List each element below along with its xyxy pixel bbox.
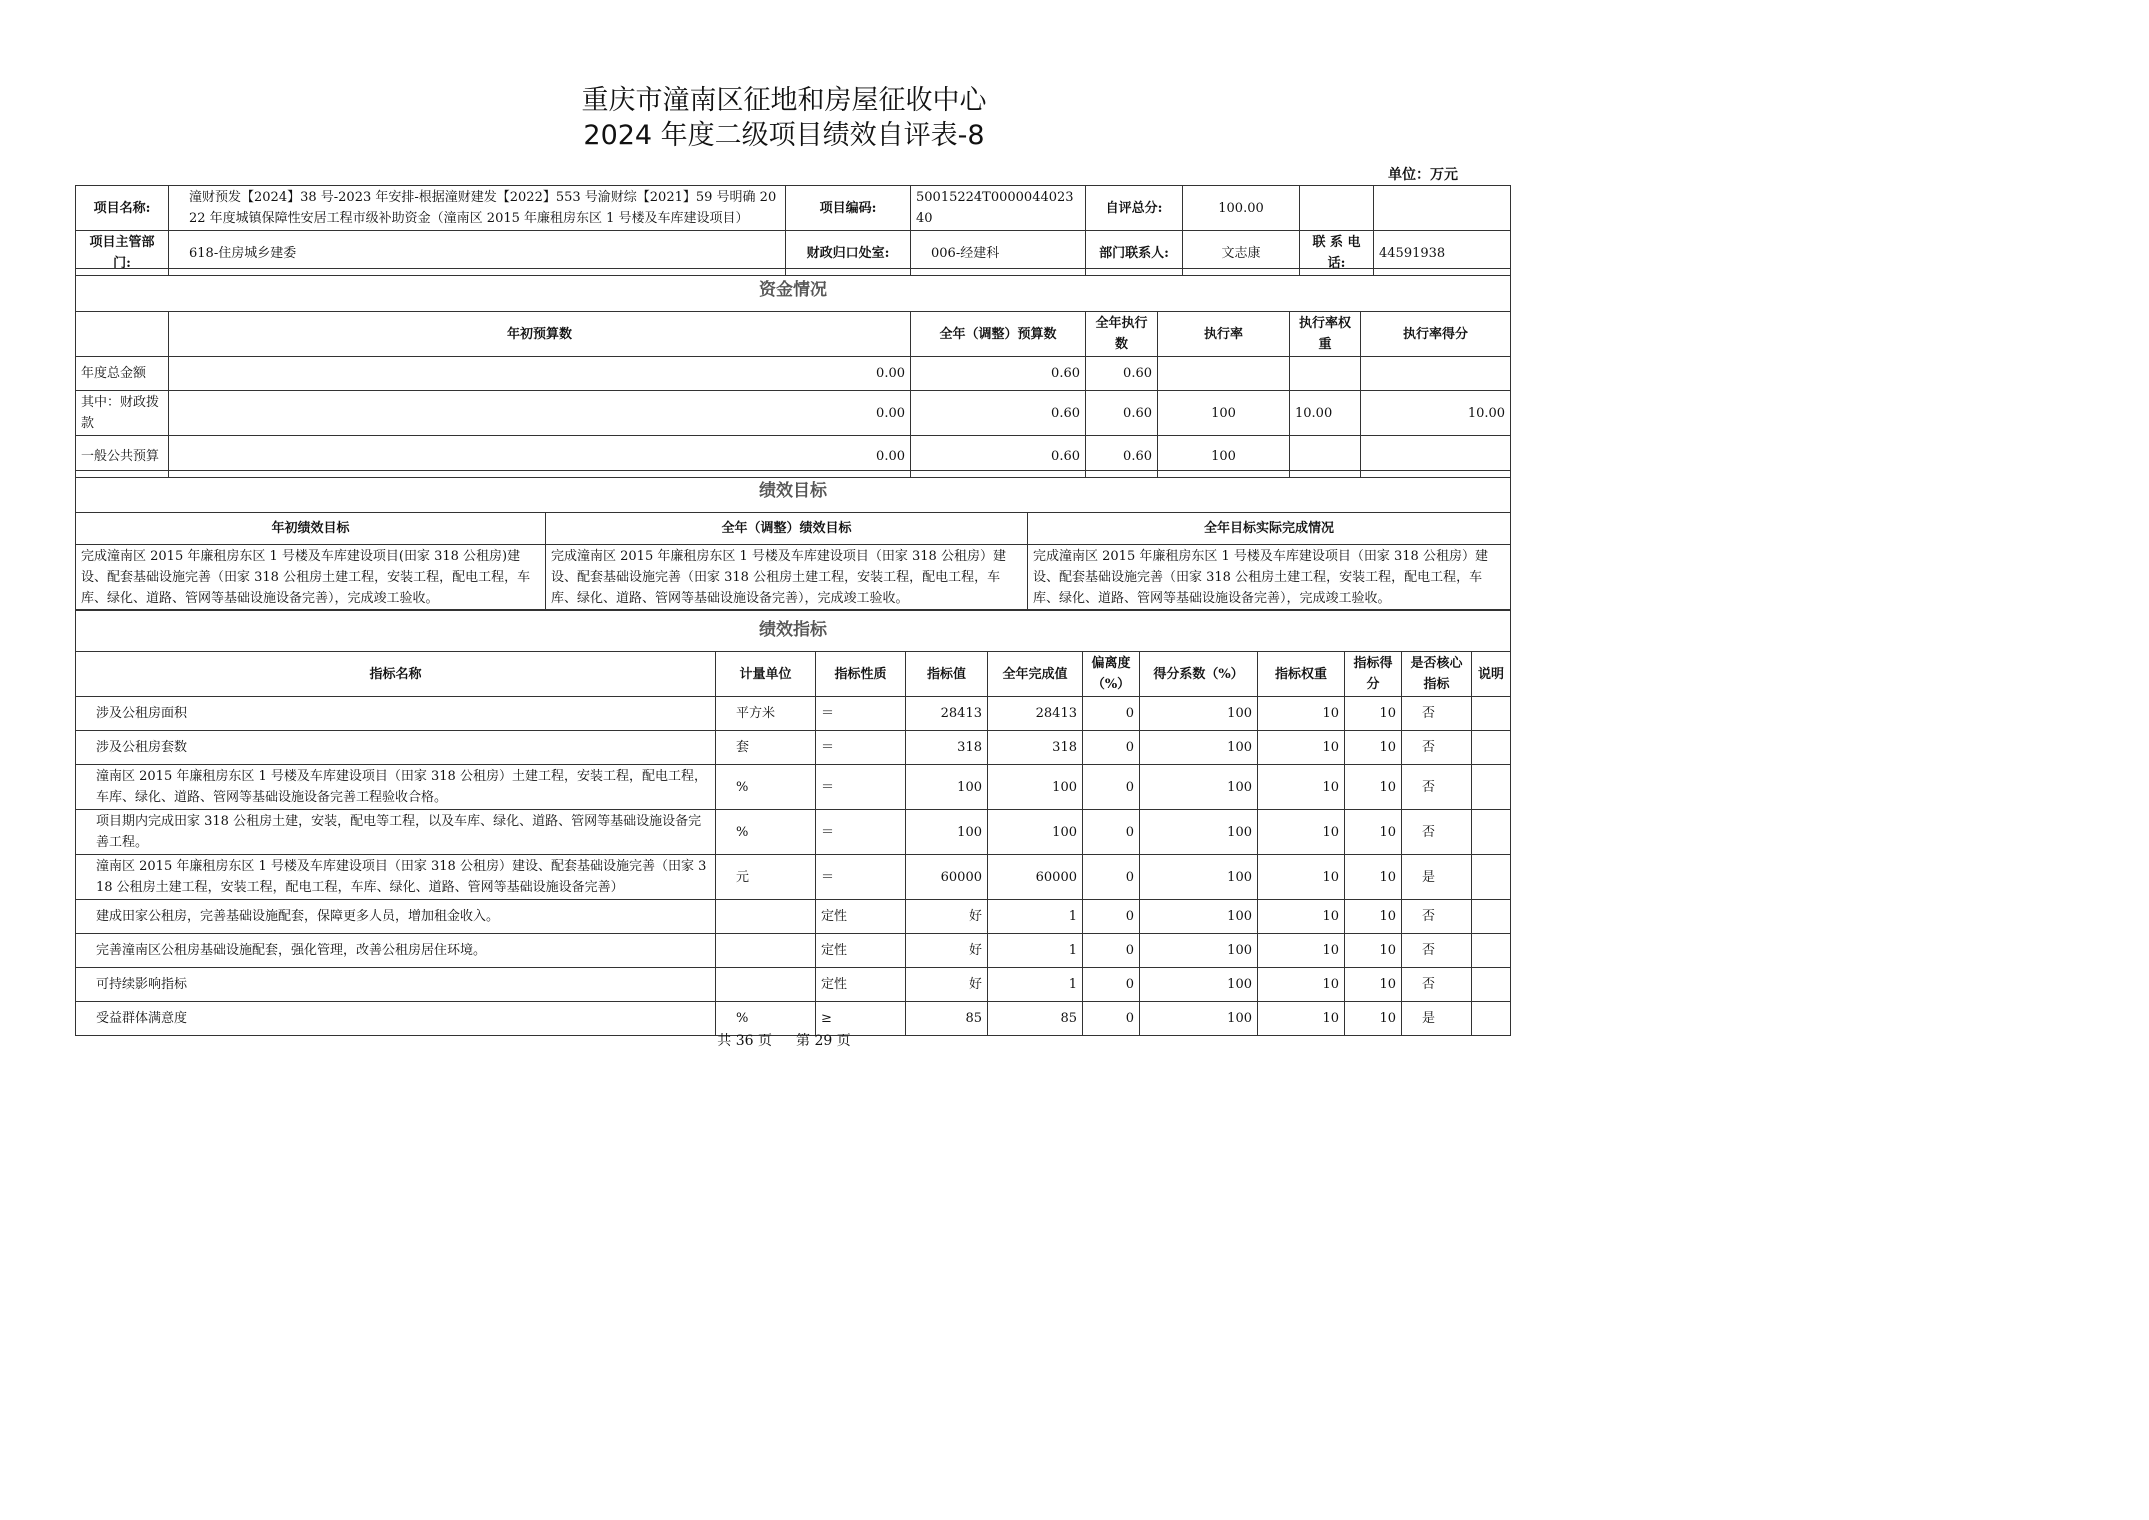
ind-weight: 10 (1258, 697, 1345, 731)
ind-note (1472, 810, 1511, 855)
ind-header-unit: 计量单位 (716, 652, 816, 697)
funds-executed: 0.60 (1086, 357, 1158, 391)
ind-name: 涉及公租房面积 (76, 697, 716, 731)
ind-weight: 10 (1258, 1002, 1345, 1036)
funds-header-rate: 执行率 (1158, 312, 1290, 357)
funds-row-label: 一般公共预算 (76, 436, 169, 478)
ind-unit: 平方米 (716, 697, 816, 731)
ind-unit: % (716, 765, 816, 810)
funds-score (1361, 357, 1511, 391)
project-name-value: 潼财预发【2024】38 号-2023 年安排-根据潼财建发【2022】553 号渝财综【2021】59 号明确 2022 年度城镇保障性安居工程市级补助资金（潼南区 2015 年廉租房东区 1 号楼及车库建设项目） (169, 186, 786, 231)
ind-note (1472, 765, 1511, 810)
empty-cell (1300, 186, 1374, 231)
ind-score: 10 (1345, 697, 1402, 731)
contact-label: 部门联系人: (1086, 231, 1183, 276)
ind-deviation: 0 (1083, 934, 1140, 968)
ind-core: 否 (1402, 934, 1472, 968)
ind-actual: 1 (988, 900, 1083, 934)
funds-row (76, 357, 1511, 391)
ind-actual: 85 (988, 1002, 1083, 1036)
goals-header-actual: 全年目标实际完成情况 (1028, 513, 1511, 545)
indicators-table (75, 609, 1511, 1036)
ind-coefficient: 100 (1140, 968, 1258, 1002)
self-score-label: 自评总分: (1086, 186, 1183, 231)
ind-nature: ＝ (816, 810, 906, 855)
empty-cell (1374, 186, 1511, 231)
ind-actual: 60000 (988, 855, 1083, 900)
ind-actual: 1 (988, 968, 1083, 1002)
unit-label: 单位：万元 (1388, 167, 1458, 183)
ind-score: 10 (1345, 855, 1402, 900)
ind-note (1472, 900, 1511, 934)
ind-weight: 10 (1258, 810, 1345, 855)
ind-deviation: 0 (1083, 810, 1140, 855)
ind-unit: % (716, 1002, 816, 1036)
ind-header-nature: 指标性质 (816, 652, 906, 697)
ind-name: 项目期内完成田家 318 公租房土建，安装，配电等工程，以及车库、绿化、道路、管网等基础设施设备完善工程。 (76, 810, 716, 855)
ind-core: 是 (1402, 855, 1472, 900)
project-info-table (75, 185, 1511, 276)
ind-weight: 10 (1258, 765, 1345, 810)
funds-row-label: 其中：财政拨款 (76, 391, 169, 436)
ind-nature: ＝ (816, 731, 906, 765)
project-code-label: 项目编码: (786, 186, 911, 231)
ind-weight: 10 (1258, 968, 1345, 1002)
indicators-section-title: 绩效指标 (76, 610, 1511, 652)
total-pages: 共 36 页 (717, 1033, 772, 1049)
page-footer (0, 1030, 1568, 1050)
ind-core: 否 (1402, 765, 1472, 810)
ind-note (1472, 855, 1511, 900)
contact-value: 文志康 (1183, 231, 1300, 276)
phone-value: 44591938 (1374, 231, 1511, 276)
funds-score: 10.00 (1361, 391, 1511, 436)
ind-name: 受益群体满意度 (76, 1002, 716, 1036)
ind-actual: 100 (988, 765, 1083, 810)
goals-header-initial: 年初绩效目标 (76, 513, 546, 545)
ind-score: 10 (1345, 810, 1402, 855)
project-code-value: 50015224T000004402340 (911, 186, 1086, 231)
funds-weight (1290, 357, 1361, 391)
funds-section-title: 资金情况 (76, 269, 1511, 312)
ind-target: 318 (906, 731, 988, 765)
ind-name: 潼南区 2015 年廉租房东区 1 号楼及车库建设项目（田家 318 公租房）土建工程，安装工程，配电工程，车库、绿化、道路、管网等基础设施设备完善工程验收合格。 (76, 765, 716, 810)
funds-initial: 0.00 (169, 391, 911, 436)
ind-note (1472, 731, 1511, 765)
ind-coefficient: 100 (1140, 855, 1258, 900)
goals-table (75, 470, 1511, 611)
ind-coefficient: 100 (1140, 900, 1258, 934)
ind-nature: 定性 (816, 968, 906, 1002)
ind-score: 10 (1345, 731, 1402, 765)
ind-target: 好 (906, 900, 988, 934)
ind-score: 10 (1345, 1002, 1402, 1036)
funds-initial: 0.00 (169, 357, 911, 391)
funds-weight: 10.00 (1290, 391, 1361, 436)
ind-score: 10 (1345, 968, 1402, 1002)
ind-nature: 定性 (816, 900, 906, 934)
ind-core: 否 (1402, 810, 1472, 855)
ind-deviation: 0 (1083, 1002, 1140, 1036)
indicator-row (76, 900, 1511, 934)
ind-name: 可持续影响指标 (76, 968, 716, 1002)
self-score-value: 100.00 (1183, 186, 1300, 231)
ind-coefficient: 100 (1140, 810, 1258, 855)
indicators-body (76, 697, 1511, 1036)
ind-unit (716, 900, 816, 934)
ind-nature: 定性 (816, 934, 906, 968)
ind-coefficient: 100 (1140, 697, 1258, 731)
ind-weight: 10 (1258, 900, 1345, 934)
ind-name: 潼南区 2015 年廉租房东区 1 号楼及车库建设项目（田家 318 公租房）建设、配套基础设施完善（田家 318 公租房土建工程，安装工程，配电工程，车库、绿化、道路、管网等基础设施设备完善） (76, 855, 716, 900)
finance-office-label: 财政归口处室: (786, 231, 911, 276)
ind-core: 是 (1402, 1002, 1472, 1036)
ind-header-name: 指标名称 (76, 652, 716, 697)
ind-unit: 套 (716, 731, 816, 765)
ind-nature: ＝ (816, 765, 906, 810)
project-name-label: 项目名称: (76, 186, 169, 231)
indicator-row (76, 968, 1511, 1002)
ind-weight: 10 (1258, 934, 1345, 968)
funds-table (75, 268, 1511, 478)
indicator-row (76, 934, 1511, 968)
ind-header-core: 是否核心指标 (1402, 652, 1472, 697)
funds-header-score: 执行率得分 (1361, 312, 1511, 357)
indicator-row (76, 697, 1511, 731)
ind-header-note: 说明 (1472, 652, 1511, 697)
indicator-row (76, 731, 1511, 765)
ind-header-target: 指标值 (906, 652, 988, 697)
goals-header-adjusted: 全年（调整）绩效目标 (546, 513, 1028, 545)
document-title: 重庆市潼南区征地和房屋征收中心 (581, 85, 987, 116)
funds-initial: 0.00 (169, 436, 911, 478)
goal-adjusted-text: 完成潼南区 2015 年廉租房东区 1 号楼及车库建设项目（田家 318 公租房）建设、配套基础设施完善（田家 318 公租房土建工程，安装工程，配电工程，车库、绿化、道路、管网等基础设施设备完善），完成竣工验收。 (546, 545, 1028, 611)
ind-note (1472, 697, 1511, 731)
ind-name: 涉及公租房套数 (76, 731, 716, 765)
ind-unit: % (716, 810, 816, 855)
funds-adjusted: 0.60 (911, 391, 1086, 436)
ind-actual: 318 (988, 731, 1083, 765)
ind-core: 否 (1402, 731, 1472, 765)
ind-core: 否 (1402, 697, 1472, 731)
ind-target: 好 (906, 968, 988, 1002)
current-page: 第 29 页 (796, 1033, 851, 1049)
ind-deviation: 0 (1083, 697, 1140, 731)
ind-target: 85 (906, 1002, 988, 1036)
ind-target: 28413 (906, 697, 988, 731)
funds-adjusted: 0.60 (911, 436, 1086, 478)
ind-note (1472, 968, 1511, 1002)
goal-initial-text: 完成潼南区 2015 年廉租房东区 1 号楼及车库建设项目(田家 318 公租房)建设、配套基础设施完善（田家 318 公租房土建工程，安装工程，配电工程，车库、绿化、道路、管网等基础设施设备完善），完成竣工验收。 (76, 545, 546, 611)
empty-cell (76, 312, 169, 357)
ind-header-deviation: 偏离度（%） (1083, 652, 1140, 697)
funds-row (76, 391, 1511, 436)
ind-actual: 100 (988, 810, 1083, 855)
ind-name: 完善潼南区公租房基础设施配套，强化管理，改善公租房居住环境。 (76, 934, 716, 968)
ind-nature: ≥ (816, 1002, 906, 1036)
goals-section-title: 绩效目标 (76, 471, 1511, 513)
ind-weight: 10 (1258, 731, 1345, 765)
ind-deviation: 0 (1083, 855, 1140, 900)
ind-nature: ＝ (816, 697, 906, 731)
dept-label: 项目主管部门: (76, 231, 169, 276)
ind-note (1472, 934, 1511, 968)
indicator-row (76, 855, 1511, 900)
ind-target: 60000 (906, 855, 988, 900)
ind-deviation: 0 (1083, 900, 1140, 934)
ind-coefficient: 100 (1140, 765, 1258, 810)
funds-rate: 100 (1158, 436, 1290, 478)
goal-actual-text: 完成潼南区 2015 年廉租房东区 1 号楼及车库建设项目（田家 318 公租房）建设、配套基础设施完善（田家 318 公租房土建工程，安装工程，配电工程，车库、绿化、道路、管网等基础设施设备完善），完成竣工验收。 (1028, 545, 1511, 611)
ind-header-score: 指标得分 (1345, 652, 1402, 697)
ind-actual: 1 (988, 934, 1083, 968)
ind-unit (716, 968, 816, 1002)
funds-header-executed: 全年执行数 (1086, 312, 1158, 357)
funds-rate (1158, 357, 1290, 391)
ind-target: 100 (906, 765, 988, 810)
dept-value: 618-住房城乡建委 (169, 231, 786, 276)
ind-header-actual: 全年完成值 (988, 652, 1083, 697)
funds-row-label: 年度总金额 (76, 357, 169, 391)
document-subtitle: 2024 年度二级项目绩效自评表-8 (583, 120, 985, 151)
ind-name: 建成田家公租房，完善基础设施配套，保障更多人员，增加租金收入。 (76, 900, 716, 934)
ind-core: 否 (1402, 900, 1472, 934)
ind-target: 好 (906, 934, 988, 968)
ind-deviation: 0 (1083, 968, 1140, 1002)
indicator-row (76, 810, 1511, 855)
ind-unit: 元 (716, 855, 816, 900)
ind-coefficient: 100 (1140, 1002, 1258, 1036)
ind-score: 10 (1345, 900, 1402, 934)
ind-coefficient: 100 (1140, 731, 1258, 765)
funds-header-weight: 执行率权重 (1290, 312, 1361, 357)
ind-score: 10 (1345, 765, 1402, 810)
funds-header-adjusted: 全年（调整）预算数 (911, 312, 1086, 357)
ind-score: 10 (1345, 934, 1402, 968)
ind-actual: 28413 (988, 697, 1083, 731)
ind-header-weight: 指标权重 (1258, 652, 1345, 697)
ind-deviation: 0 (1083, 731, 1140, 765)
funds-executed: 0.60 (1086, 391, 1158, 436)
funds-header-initial: 年初预算数 (169, 312, 911, 357)
funds-adjusted: 0.60 (911, 357, 1086, 391)
ind-core: 否 (1402, 968, 1472, 1002)
ind-coefficient: 100 (1140, 934, 1258, 968)
indicator-row (76, 765, 1511, 810)
ind-unit (716, 934, 816, 968)
ind-header-coefficient: 得分系数（%） (1140, 652, 1258, 697)
ind-weight: 10 (1258, 855, 1345, 900)
ind-nature: ＝ (816, 855, 906, 900)
funds-rate: 100 (1158, 391, 1290, 436)
ind-target: 100 (906, 810, 988, 855)
finance-office-value: 006-经建科 (911, 231, 1086, 276)
funds-executed: 0.60 (1086, 436, 1158, 478)
phone-label: 联 系 电话: (1300, 231, 1374, 276)
ind-deviation: 0 (1083, 765, 1140, 810)
